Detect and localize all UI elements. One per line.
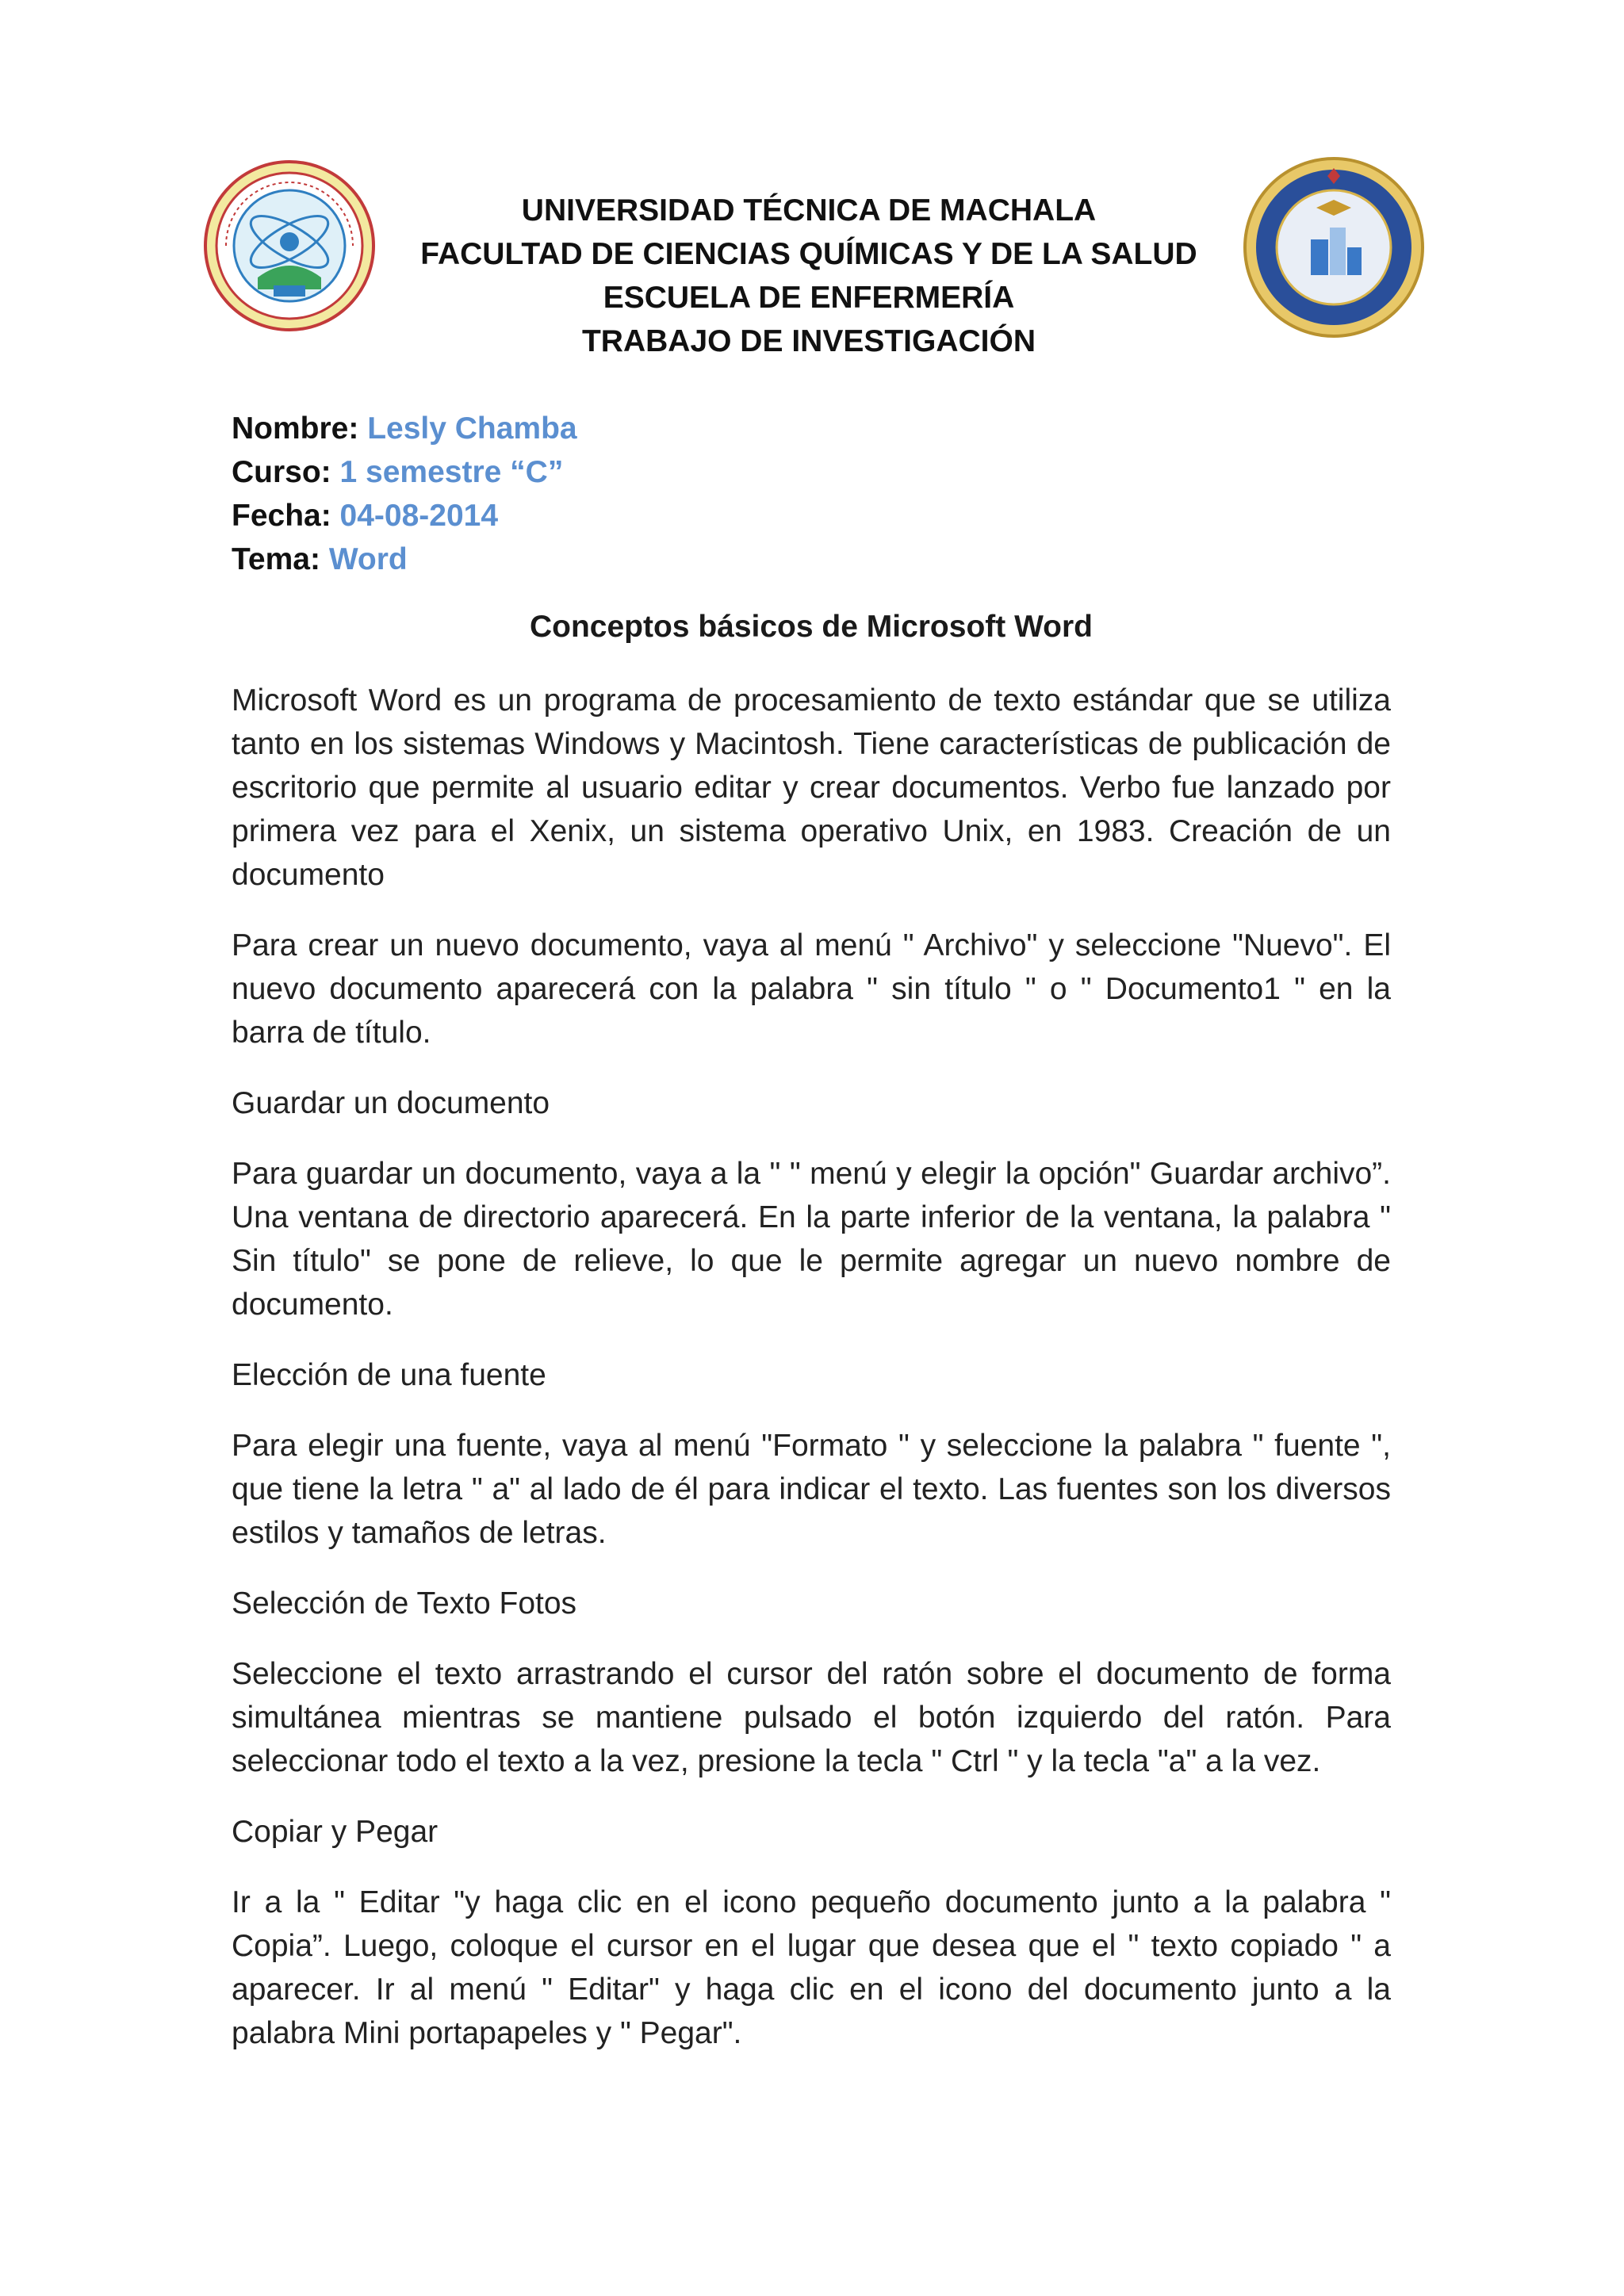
paragraph-guardar: Para guardar un documento, vaya a la " " menú y elegir la opción" Guardar archivo”. Una ventana de directorio aparecerá. En la parte inferior de la ventana, la palabra " Sin título" se pone de relieve, lo que le permite agregar un nuevo nombre de documento. [232, 1157, 1391, 1322]
heading-fuente: Elección de una fuente [232, 1358, 546, 1392]
tema-label: Tema: [232, 542, 320, 576]
work-type: TRABAJO DE INVESTIGACIÓN [581, 324, 1036, 358]
university-name: UNIVERSIDAD TÉCNICA DE MACHALA [521, 193, 1097, 228]
paragraph-copiar: Ir a la " Editar "y haga clic en el icono pequeño documento junto a la palabra " Copia”. Luego, coloque el cursor en el lugar que desea que el " texto copiado " a aparecer. Ir al menú " Editar" y haga clic en el icono del documento junto a la palabra Mini portapapeles y " Pegar". [232, 1885, 1391, 2050]
nombre-row [232, 407, 577, 450]
document-title: Conceptos básicos de Microsoft Word [529, 610, 1094, 644]
institution-header [381, 189, 1237, 363]
heading-copiar: Copiar y Pegar [232, 1815, 439, 1849]
faculty-seal-icon [1241, 152, 1427, 342]
paragraph-intro: Microsoft Word es un programa de procesamiento de texto estándar que se utiliza tanto en los sistemas Windows y Macintosh. Tiene características de publicación de escritorio que permite al usuario editar y crear documentos. Verbo fue lanzado por primera vez para el Xenix, un sistema operativo Unix, en 1983. Creación de un documento [232, 683, 1391, 892]
paragraph-fuente: Para elegir una fuente, vaya al menú "Formato " y seleccione la palabra " fuente ", que tiene la letra " a" al lado de él para indicar el texto. Las fuentes son los diversos estilos y tamaños de letras. [232, 1429, 1391, 1550]
fecha-row [232, 494, 577, 538]
fecha-label: Fecha: [232, 499, 331, 533]
student-info [232, 407, 577, 581]
university-seal-logo [202, 159, 377, 333]
nombre-label: Nombre: [232, 411, 359, 446]
heading-seleccion: Selección de Texto Fotos [232, 1586, 577, 1621]
faculty-name: FACULTAD DE CIENCIAS QUÍMICAS Y DE LA SALUD [420, 237, 1197, 271]
curso-label: Curso: [232, 455, 331, 489]
nombre-value: Lesly Chamba [367, 411, 577, 446]
tema-value: Word [328, 542, 408, 576]
fecha-value: 04-08-2014 [339, 499, 499, 533]
paragraph-seleccion: Seleccione el texto arrastrando el cursor del ratón sobre el documento de forma simultánea mientras se mantiene pulsado el botón izquierdo del ratón. Para seleccionar todo el texto a la vez, presione la tecla " Ctrl " y la tecla "a" a la vez. [232, 1657, 1391, 1778]
university-seal-icon [202, 159, 377, 333]
school-name: ESCUELA DE ENFERMERÍA [603, 281, 1015, 315]
document-body [232, 679, 1391, 2082]
faculty-seal-logo [1241, 152, 1427, 342]
curso-value: 1 semestre “C” [339, 455, 564, 489]
curso-row [232, 450, 577, 494]
paragraph-crear: Para crear un nuevo documento, vaya al menú " Archivo" y seleccione "Nuevo". El nuevo documento aparecerá con la palabra " sin título " o " Documento1 " en la barra de título. [232, 928, 1391, 1050]
heading-guardar: Guardar un documento [232, 1086, 550, 1120]
tema-row [232, 538, 577, 581]
